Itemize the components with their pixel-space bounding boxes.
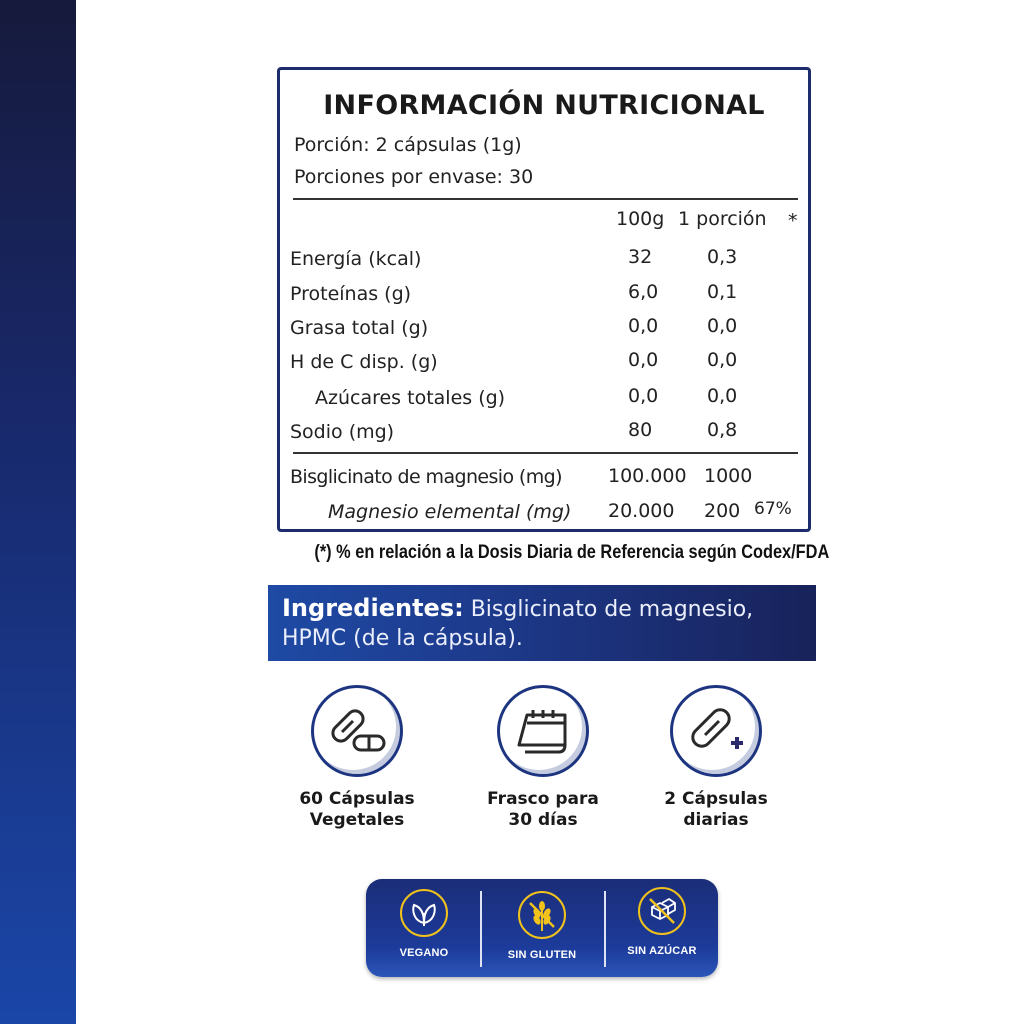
ingredients-line-1	[282, 594, 802, 624]
row-portion: 0,0	[707, 315, 738, 337]
feature-label-line: diarias	[683, 810, 749, 830]
badge-gluten-free	[486, 891, 598, 961]
row-per100: 0,0	[628, 315, 659, 337]
badge-sugar-free	[606, 887, 718, 957]
row-portion: 0,1	[707, 281, 738, 303]
row-portion: 1000	[704, 465, 753, 487]
badge-label: SIN GLUTEN	[507, 949, 577, 961]
ingredients-text: Bisglicinato de magnesio,	[470, 597, 754, 622]
nutrition-title: INFORMACIÓN NUTRICIONAL	[323, 90, 765, 121]
ingredients-banner	[268, 585, 816, 661]
capsules-icon	[326, 706, 388, 756]
feature-label-line: Frasco para	[487, 789, 599, 809]
row-label: H de C disp. (g)	[290, 351, 438, 373]
certifications-bar	[366, 879, 718, 977]
no-sugar-icon	[644, 893, 680, 929]
row-per100: 6,0	[628, 281, 659, 303]
serving-size: Porción: 2 cápsulas (1g)	[294, 134, 522, 156]
ingredients-text-2: HPMC (de la cápsula).	[282, 626, 523, 651]
capsule-plus-icon	[687, 703, 745, 759]
row-per100: 32	[628, 246, 653, 268]
side-gradient-band	[0, 0, 76, 1024]
badge-ring	[518, 891, 566, 939]
row-label: Proteínas (g)	[290, 283, 412, 305]
no-gluten-icon	[524, 897, 560, 933]
feature-label	[606, 789, 826, 831]
row-label: Energía (kcal)	[290, 248, 422, 270]
feature-ring	[497, 685, 589, 777]
magnesium-bisglycinate-label: Bisglicinato de magnesio (mg)	[290, 466, 562, 488]
row-per100: 100.000	[608, 465, 687, 487]
row-portion: 0,0	[707, 385, 738, 407]
feature-label-line: Vegetales	[309, 810, 405, 830]
nutrition-facts-panel	[277, 67, 811, 532]
feature-daily	[606, 685, 826, 831]
row-portion: 0,3	[707, 246, 738, 268]
badge-ring	[400, 889, 448, 937]
row-label-sub: Azúcares totales (g)	[315, 387, 506, 409]
feature-ring	[311, 685, 403, 777]
row-label: Grasa total (g)	[290, 317, 429, 339]
badge-separator	[480, 891, 482, 967]
badge-vegan	[368, 889, 480, 959]
divider	[293, 198, 798, 200]
badge-label: VEGANO	[399, 947, 449, 959]
feature-label-line: 60 Cápsulas	[299, 789, 415, 809]
row-per100: 0,0	[628, 385, 659, 407]
row-pct: 67%	[754, 499, 792, 519]
row-portion: 0,0	[707, 349, 738, 371]
badge-label: SIN AZÚCAR	[627, 945, 697, 957]
row-portion: 200	[704, 500, 741, 522]
leaf-icon	[409, 899, 439, 927]
row-per100: 0,0	[628, 349, 659, 371]
col-header-100g: 100g	[616, 208, 665, 230]
elemental-magnesium-label: Magnesio elemental (mg)	[328, 501, 572, 523]
row-per100: 20.000	[608, 500, 675, 522]
row-portion: 0,8	[707, 419, 738, 441]
ingredients-label: Ingredientes:	[282, 594, 464, 622]
row-per100: 80	[628, 419, 653, 441]
col-header-portion: 1 porción	[678, 208, 767, 230]
col-header-pct: *	[788, 210, 798, 232]
calendar-icon	[515, 705, 571, 757]
badge-ring	[638, 887, 686, 935]
feature-label-line: 2 Cápsulas	[664, 789, 768, 809]
divider	[293, 452, 798, 454]
footnote: (*) % en relación a la Dosis Diaria de Referencia según Codex/FDA	[314, 542, 830, 563]
servings-per-container: Porciones por envase: 30	[294, 166, 534, 188]
feature-ring	[670, 685, 762, 777]
feature-label-line: 30 días	[508, 810, 578, 830]
row-label: Sodio (mg)	[290, 421, 395, 443]
